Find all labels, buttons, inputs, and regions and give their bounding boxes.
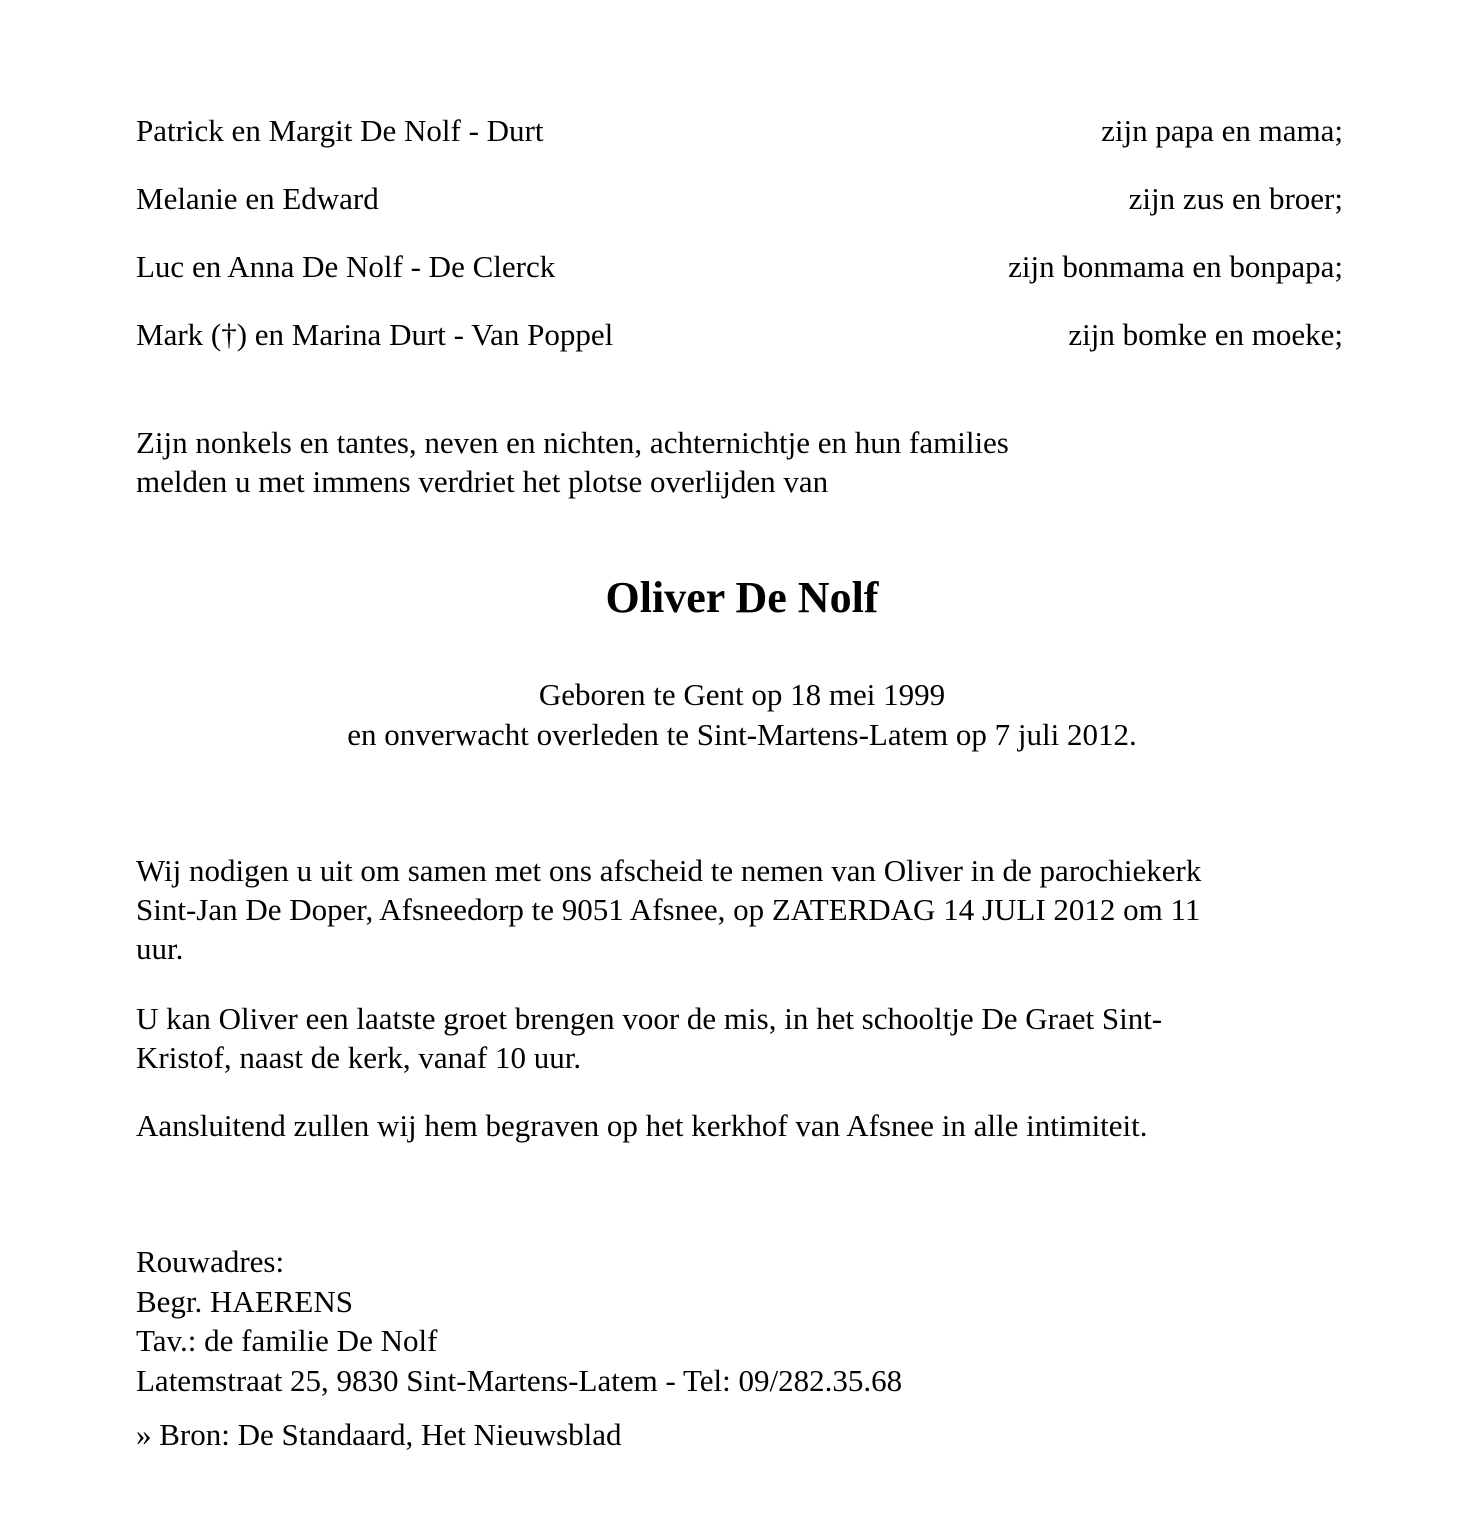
burial-text: Aansluitend zullen wij hem begraven op het kerkhof van Afsnee in alle intimiteit.: [136, 1108, 1148, 1143]
family-row-parents: [136, 111, 1343, 151]
family-relation: zijn bomke en moeke;: [1068, 317, 1343, 352]
invitation-line: Sint-Jan De Doper, Afsneedorp te 9051 Afsnee, op ZATERDAG 14 JULI 2012 om 11: [136, 892, 1201, 927]
source-line: » Bron: De Standaard, Het Nieuwsblad: [136, 1417, 622, 1452]
family-relation: zijn papa en mama;: [1101, 113, 1343, 148]
family-row-grandparents-paternal: [136, 247, 1343, 287]
greeting-line: Kristof, naast de kerk, vanaf 10 uur.: [136, 1040, 582, 1075]
greeting-line: U kan Oliver een laatste groet brengen voor de mis, in het schooltje De Graet Sint-: [136, 1001, 1163, 1036]
last-greeting: [136, 999, 1346, 1077]
invitation-line: uur.: [136, 931, 184, 966]
family-names: Luc en Anna De Nolf - De Clerck: [136, 249, 556, 284]
undertaker-name: Begr. HAERENS: [136, 1284, 353, 1319]
birth-line: Geboren te Gent op 18 mei 1999: [538, 677, 946, 712]
invitation-line: Wij nodigen u uit om samen met ons afscheid te nemen van Oliver in de parochiekerk: [136, 853, 1202, 888]
address-label: Rouwadres:: [136, 1244, 285, 1279]
ceremony-invitation: [136, 851, 1346, 968]
announcement-line-1: Zijn nonkels en tantes, neven en nichten, achternichtje en hun families: [136, 425, 1009, 460]
family-row-grandparents-maternal: [136, 315, 1343, 355]
death-line: en onverwacht overleden te Sint-Martens-Latem op 7 juli 2012.: [347, 717, 1137, 752]
family-relation: zijn zus en broer;: [1128, 181, 1343, 216]
family-names: Mark (†) en Marina Durt - Van Poppel: [136, 317, 614, 352]
family-relation: zijn bonmama en bonpapa;: [1008, 249, 1343, 284]
family-names: Melanie en Edward: [136, 181, 379, 216]
address-street: Latemstraat 25, 9830 Sint-Martens-Latem - Tel: 09/282.35.68: [136, 1363, 903, 1398]
family-names: Patrick en Margit De Nolf - Durt: [136, 113, 544, 148]
address-attention: Tav.: de familie De Nolf: [136, 1323, 438, 1358]
deceased-name: Oliver De Nolf: [605, 573, 879, 622]
family-row-siblings: [136, 179, 1343, 219]
announcement-line-2: melden u met immens verdriet het plotse overlijden van: [136, 464, 829, 499]
